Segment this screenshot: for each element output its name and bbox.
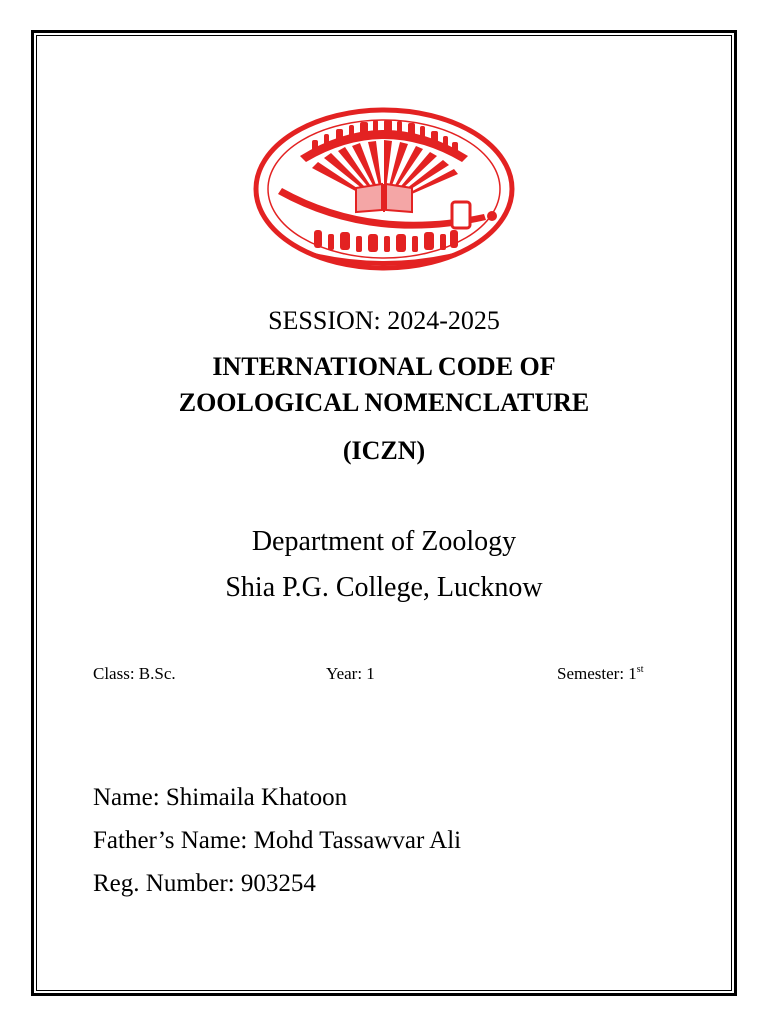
registration-number: Reg. Number: 903254 [93,870,316,897]
session-label: SESSION: 2024-2025 [268,306,500,335]
father-name: Father’s Name: Mohd Tassawvar Ali [93,827,462,854]
class-info: Class: B.Sc. [93,664,176,683]
student-name: Name: Shimaila Khatoon [93,784,348,811]
title-line-3: (ICZN) [342,436,426,465]
semester-label: Semester: 1 [557,664,637,683]
book-icon [356,184,412,212]
semester-info [557,664,643,684]
college-name: Shia P.G. College, Lucknow [225,572,543,603]
department-name: Department of Zoology [251,526,517,557]
title-line-2: ZOOLOGICAL NOMENCLATURE [178,388,590,417]
college-seal-logo [252,106,516,272]
semester-suffix: st [636,664,644,675]
year-info: Year: 1 [326,664,375,683]
title-line-1: INTERNATIONAL CODE OF [212,352,556,381]
